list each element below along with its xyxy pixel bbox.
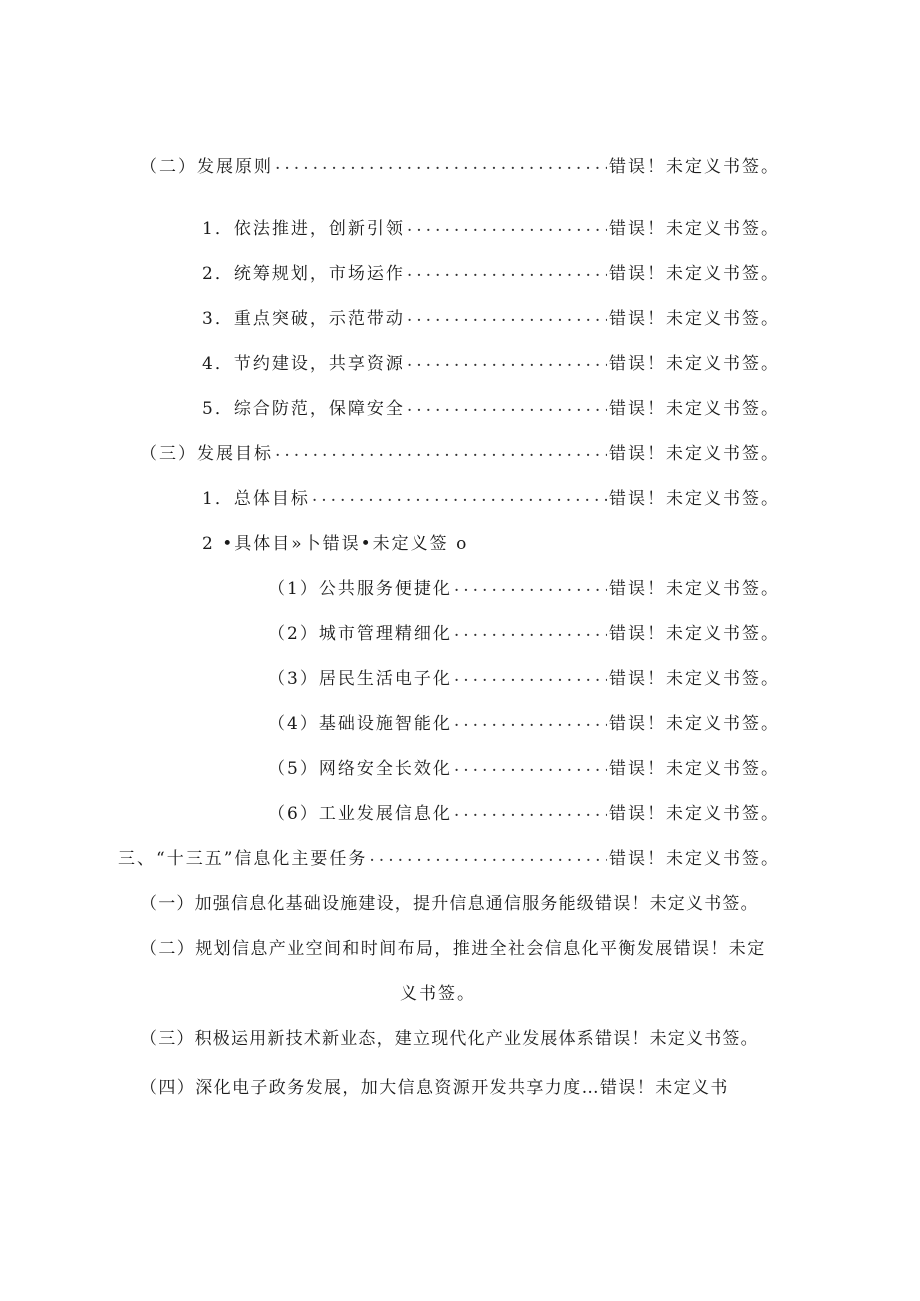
toc-dot-leader xyxy=(407,216,607,236)
toc-entry-title: 1．总体目标 xyxy=(202,488,310,509)
toc-dot-leader xyxy=(454,801,607,821)
toc-entry-goal-1[interactable] xyxy=(268,571,780,601)
toc-entry-principle-4[interactable] xyxy=(202,346,780,376)
toc-entry-page-ref: 错误！未定义书签。 xyxy=(609,398,780,419)
toc-entry-goal-4[interactable] xyxy=(268,706,780,736)
toc-entry-title: 1．依法推进，创新引领 xyxy=(202,218,405,239)
toc-entry-page-ref: 错误！未定义书签。 xyxy=(609,623,780,644)
toc-entry-goal-2[interactable] xyxy=(268,616,780,646)
toc-entry-title: 2．统筹规划，市场运作 xyxy=(202,263,405,284)
toc-entry-page-ref: 错误！未定义书签。 xyxy=(609,308,780,329)
toc-entry-title: （二）发展原则 xyxy=(140,156,273,177)
toc-entry-principle-1[interactable] xyxy=(202,211,780,241)
toc-dot-leader xyxy=(407,306,607,326)
toc-entry-overall-goal[interactable] xyxy=(202,481,780,511)
toc-entry-task-2[interactable]: （二）规划信息产业空间和时间布局，推进全社会信息化平衡发展错误！未定 xyxy=(140,938,766,959)
toc-entry-task-2-continuation: 义书签。 xyxy=(400,983,476,1004)
toc-entry-title: （三）发展目标 xyxy=(140,443,273,464)
toc-entry-title: 3．重点突破，示范带动 xyxy=(202,308,405,329)
toc-entry-goal-5[interactable] xyxy=(268,751,780,781)
toc-entry-task-3[interactable]: （三）积极运用新技术新业态，建立现代化产业发展体系错误！未定义书签。 xyxy=(140,1028,759,1049)
toc-entry-principle-3[interactable] xyxy=(202,301,780,331)
toc-entry-page-ref: 错误！未定义书签。 xyxy=(609,218,780,239)
toc-entry-principle-5[interactable] xyxy=(202,391,780,421)
toc-entry-development-goals[interactable] xyxy=(140,436,780,466)
toc-dot-leader xyxy=(454,666,607,686)
toc-entry-page-ref: 错误！未定义书签。 xyxy=(609,713,780,734)
toc-dot-leader xyxy=(407,261,607,281)
toc-dot-leader xyxy=(454,711,607,731)
toc-entry-title: （3）居民生活电子化 xyxy=(268,668,452,689)
toc-entry-title: 5．综合防范，保障安全 xyxy=(202,398,405,419)
toc-entry-title: 三、“十三五”信息化主要任务 xyxy=(118,848,368,869)
toc-entry-principle-2[interactable] xyxy=(202,256,780,286)
toc-dot-leader xyxy=(454,756,607,776)
toc-entry-page-ref: 错误！未定义书签。 xyxy=(609,353,780,374)
toc-entry-title: （2）城市管理精细化 xyxy=(268,623,452,644)
toc-entry-task-4[interactable]: （四）深化电子政务发展，加大信息资源开发共享力度…错误！未定义书 xyxy=(140,1077,729,1098)
toc-entry-page-ref: 错误！未定义书签。 xyxy=(609,263,780,284)
toc-entry-page-ref: 错误！未定义书签。 xyxy=(609,488,780,509)
toc-entry-title: 4．节约建设，共享资源 xyxy=(202,353,405,374)
toc-entry-page-ref: 错误！未定义书签。 xyxy=(609,156,780,177)
toc-entry-page-ref: 错误！未定义书签。 xyxy=(609,758,780,779)
toc-entry-title: （4）基础设施智能化 xyxy=(268,713,452,734)
toc-entry-goal-3[interactable] xyxy=(268,661,780,691)
toc-dot-leader xyxy=(454,576,607,596)
toc-entry-title: （1）公共服务便捷化 xyxy=(268,578,452,599)
toc-entry-main-tasks[interactable] xyxy=(118,841,780,871)
toc-entry-task-1[interactable]: （一）加强信息化基础设施建设，提升信息通信服务能级错误！未定义书签。 xyxy=(140,893,759,914)
toc-dot-leader xyxy=(407,396,607,416)
toc-entry-title: （6）工业发展信息化 xyxy=(268,803,452,824)
toc-dot-leader xyxy=(312,486,607,506)
toc-dot-leader xyxy=(275,154,607,174)
toc-entry-title: （5）网络安全长效化 xyxy=(268,758,452,779)
toc-entry-specific-goals[interactable]: 2 •具体目»卜错误•未定义签 o xyxy=(202,533,469,554)
toc-entry-page-ref: 错误！未定义书签。 xyxy=(609,803,780,824)
toc-entry-goal-6[interactable] xyxy=(268,796,780,826)
toc-dot-leader xyxy=(454,621,607,641)
toc-dot-leader xyxy=(369,846,607,866)
toc-entry-page-ref: 错误！未定义书签。 xyxy=(609,578,780,599)
toc-entry-development-principles[interactable] xyxy=(140,149,780,179)
toc-entry-page-ref: 错误！未定义书签。 xyxy=(609,848,780,869)
toc-dot-leader xyxy=(407,351,607,371)
toc-entry-page-ref: 错误！未定义书签。 xyxy=(609,668,780,689)
toc-entry-page-ref: 错误！未定义书签。 xyxy=(609,443,780,464)
toc-dot-leader xyxy=(275,441,607,461)
